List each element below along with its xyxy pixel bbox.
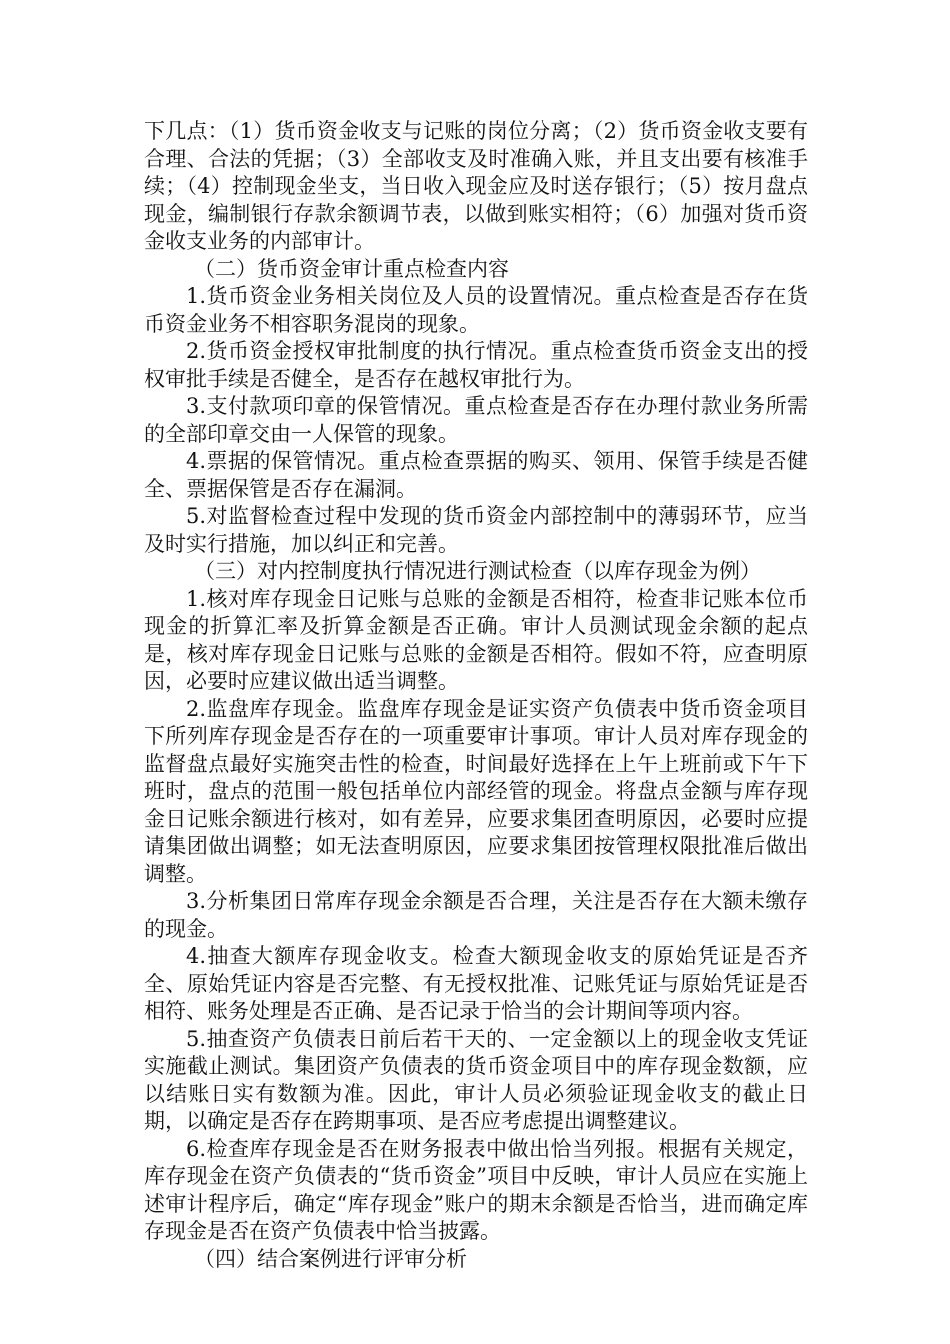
section-heading-2: （二）货币资金审计重点检查内容 <box>194 256 509 281</box>
paragraph-item-3-4: 4.抽查大额库存现金收支。检查大额现金收支的原始凭证是否齐全、原始凭证内容是否完整、有无授权批准、记账凭证与原始凭证是否相符、账务处理是否正确、是否记录于恰当的会计期间等项内容。 <box>144 944 808 1023</box>
paragraph-item-2-4: 4.票据的保管情况。重点检查票据的购买、领用、保管手续是否健全、票据保管是否存在漏洞。 <box>144 449 808 501</box>
paragraph-item-2-1: 1.货币资金业务相关岗位及人员的设置情况。重点检查是否存在货币资金业务不相容职务混岗的现象。 <box>144 284 808 336</box>
paragraph-item-2-2: 2.货币资金授权审批制度的执行情况。重点检查货币资金支出的授权审批手续是否健全，是否存在越权审批行为。 <box>144 339 808 391</box>
section-heading-3: （三）对内控制度执行情况进行测试检查（以库存现金为例） <box>194 559 761 583</box>
paragraph-item-2-3: 3.支付款项印章的保管情况。重点检查是否存在办理付款业务所需的全部印章交由一人保管的现象。 <box>144 394 808 446</box>
paragraph-item-2-5: 5.对监督检查过程中发现的货币资金内部控制中的薄弱环节，应当及时实行措施，加以纠正和完善。 <box>144 504 808 556</box>
document-page <box>144 118 808 1273</box>
paragraph-item-3-2: 2.监盘库存现金。监盘库存现金是证实资产负债表中货币资金项目下所列库存现金是否存在的一项重要审计事项。审计人员对库存现金的监督盘点最好实施突击性的检查，时间最好选择在上午上班前或下午下班时，盘点的范围一般包括单位内部经管的现金。将盘点金额与库存现金日记账余额进行核对，如有差异，应要求集团查明原因，必要时应提请集团做出调整；如无法查明原因，应要求集团按管理权限批准后做出调整。 <box>144 696 808 886</box>
paragraph-internal-control-points: 下几点：（1）货币资金收支与记账的岗位分离；（2）货币资金收支要有合理、合法的凭据；（3）全部收支及时准确入账，并且支出要有核准手续；（4）控制现金坐支，当日收入现金应及时送存银行；（5）按月盘点现金，编制银行存款余额调节表，以做到账实相符；（6）加强对货币资金收支业务的内部审计。 <box>144 119 808 253</box>
paragraph-item-3-5: 5.抽查资产负债表日前后若干天的、一定金额以上的现金收支凭证实施截止测试。集团资产负债表的货币资金项目中的库存现金数额，应以结账日实有数额为准。因此，审计人员必须验证现金收支的截止日期，以确定是否存在跨期事项、是否应考虑提出调整建议。 <box>144 1026 808 1133</box>
paragraph-item-3-1: 1.核对库存现金日记账与总账的金额是否相符，检查非记账本位币现金的折算汇率及折算金额是否正确。审计人员测试现金余额的起点是，核对库存现金日记账与总账的金额是否相符。假如不符，应查明原因，必要时应建议做出适当调整。 <box>144 586 808 693</box>
paragraph-item-3-6: 6.检查库存现金是否在财务报表中做出恰当列报。根据有关规定，库存现金在资产负债表的“货币资金”项目中反映，审计人员应在实施上述审计程序后，确定“库存现金”账户的期末余额是否恰当，进而确定库存现金是否在资产负债表中恰当披露。 <box>144 1136 808 1243</box>
section-heading-4: （四）结合案例进行评审分析 <box>194 1246 467 1271</box>
paragraph-item-3-3: 3.分析集团日常库存现金余额是否合理，关注是否存在大额未缴存的现金。 <box>144 889 808 941</box>
